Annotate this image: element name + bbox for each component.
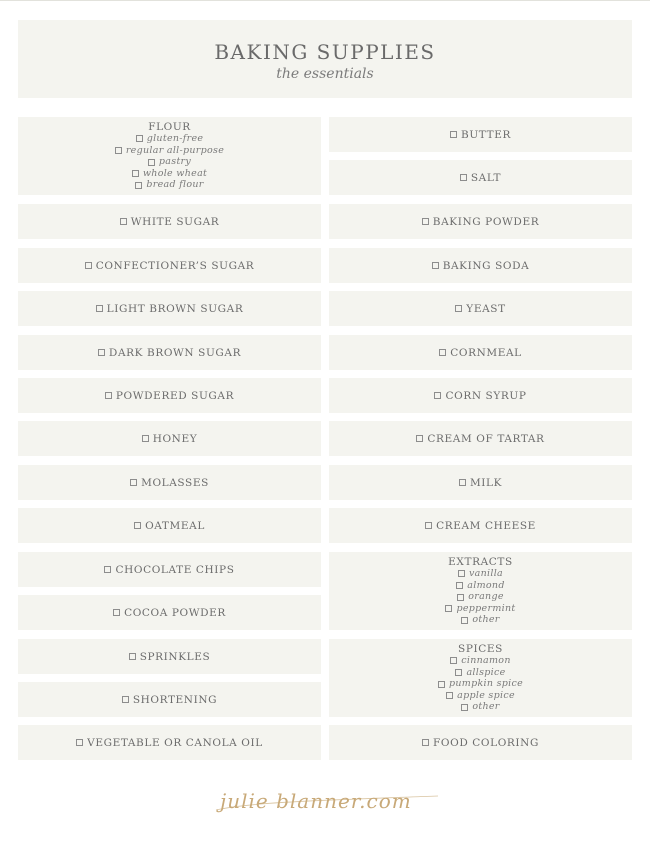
checkbox[interactable] [416, 435, 423, 442]
item-label: SALT [470, 171, 502, 184]
header-panel [18, 20, 632, 98]
checkbox[interactable] [456, 582, 463, 589]
checklist-cell [329, 291, 632, 326]
checkbox[interactable] [425, 522, 432, 529]
item-label: COCOA POWDER [124, 606, 226, 619]
checklist-item[interactable] [134, 520, 205, 532]
item-label: LIGHT BROWN SUGAR [106, 302, 244, 315]
item-label: HONEY [152, 432, 198, 445]
checkbox[interactable] [457, 594, 464, 601]
checkbox[interactable] [422, 218, 429, 225]
item-label: almond [467, 579, 505, 591]
item-label: FOOD COLORING [433, 736, 539, 749]
item-label: BAKING SODA [442, 259, 530, 272]
checklist-item[interactable] [96, 303, 244, 315]
checkbox[interactable] [135, 182, 142, 189]
checklist-item[interactable] [446, 690, 515, 702]
item-label: MILK [469, 476, 503, 489]
checklist-item[interactable] [439, 347, 522, 359]
checklist-item[interactable] [458, 568, 503, 580]
signature-text: julie blanner.com [220, 789, 412, 813]
checkbox[interactable] [129, 653, 136, 660]
checkbox[interactable] [434, 392, 441, 399]
checkbox[interactable] [96, 305, 103, 312]
checkbox[interactable] [104, 566, 111, 573]
checklist-item[interactable] [459, 477, 502, 489]
item-label: pumpkin spice [448, 678, 524, 690]
item-label: pastry [158, 156, 192, 168]
item-label: SPRINKLES [139, 650, 211, 663]
item-label: whole wheat [142, 167, 208, 179]
checklist-cell [329, 508, 632, 543]
checkbox[interactable] [459, 479, 466, 486]
signature-logo [210, 780, 442, 824]
checklist-item[interactable] [135, 179, 203, 191]
checklist-item[interactable] [438, 678, 523, 690]
checkbox[interactable] [422, 739, 429, 746]
item-label: CREAM CHEESE [436, 519, 536, 532]
checkbox[interactable] [130, 479, 137, 486]
checklist-item[interactable] [425, 520, 536, 532]
item-label: CONFECTIONER’S SUGAR [95, 259, 255, 272]
checklist-item[interactable] [105, 390, 234, 402]
checklist-item[interactable] [455, 303, 505, 315]
checklist-item[interactable] [130, 477, 209, 489]
checkbox[interactable] [98, 349, 105, 356]
checklist-cell [329, 160, 632, 195]
item-label: WHITE SUGAR [130, 215, 220, 228]
checklist-item[interactable] [148, 156, 191, 168]
checklist-item[interactable] [457, 591, 504, 603]
item-label: OATMEAL [145, 519, 205, 532]
item-label: other [472, 614, 500, 626]
checklist-item[interactable] [455, 667, 505, 679]
item-label: POWDERED SUGAR [115, 389, 235, 402]
checklist-cell [329, 204, 632, 239]
item-label: BUTTER [461, 128, 511, 141]
checklist-item[interactable] [450, 129, 511, 141]
checklist-cell [18, 725, 321, 760]
checkbox[interactable] [446, 692, 453, 699]
checkbox[interactable] [115, 147, 122, 154]
checklist-item[interactable] [416, 433, 544, 445]
checklist-cell [18, 378, 321, 413]
checkbox[interactable] [445, 605, 452, 612]
checklist-item[interactable] [132, 168, 207, 180]
checkbox[interactable] [132, 170, 139, 177]
spices-group [329, 639, 632, 717]
flour-group [18, 117, 321, 195]
checklist-item[interactable] [460, 172, 501, 184]
checklist-item[interactable] [136, 133, 204, 145]
checkbox[interactable] [458, 570, 465, 577]
checkbox[interactable] [461, 704, 468, 711]
item-label: CORN SYRUP [445, 389, 527, 402]
checklist-item[interactable] [461, 614, 499, 626]
checklist-cell [329, 725, 632, 760]
checkbox[interactable] [455, 669, 462, 676]
checklist-item[interactable] [120, 216, 220, 228]
checklist-cell [329, 117, 632, 152]
checkbox[interactable] [76, 739, 83, 746]
checklist-cell [18, 465, 321, 500]
checkbox[interactable] [142, 435, 149, 442]
checklist-cell [18, 248, 321, 283]
checklist-item[interactable] [142, 433, 198, 445]
checkbox[interactable] [85, 262, 92, 269]
checklist-item[interactable] [422, 737, 539, 749]
signature-svg [210, 780, 442, 824]
item-label: CREAM OF TARTAR [427, 432, 545, 445]
checklist-item[interactable] [129, 651, 211, 663]
checkbox[interactable] [148, 159, 155, 166]
checkbox[interactable] [432, 262, 439, 269]
checklist-item[interactable] [461, 701, 499, 713]
checklist-cell [329, 378, 632, 413]
item-label: gluten-free [146, 133, 204, 145]
item-label: CHOCOLATE CHIPS [115, 563, 235, 576]
item-label: SHORTENING [132, 693, 218, 706]
item-label: allspice [466, 666, 506, 678]
checkbox[interactable] [113, 609, 120, 616]
checklist-cell [329, 248, 632, 283]
checklist-cell [18, 421, 321, 456]
item-label: VEGETABLE OR CANOLA OIL [87, 736, 263, 749]
checklist-item[interactable] [432, 260, 530, 272]
checkbox[interactable] [460, 174, 467, 181]
extracts-title: EXTRACTS [448, 556, 513, 569]
item-label: DARK BROWN SUGAR [108, 346, 242, 359]
checklist-item[interactable] [115, 145, 224, 157]
flour-title: FLOUR [148, 121, 191, 134]
checklist-item[interactable] [122, 694, 217, 706]
checkbox[interactable] [438, 681, 445, 688]
checklist-item[interactable] [76, 737, 263, 749]
checklist-item[interactable] [85, 260, 255, 272]
checklist-cell [18, 595, 321, 630]
checkbox[interactable] [450, 657, 457, 664]
item-label: bread flour [146, 179, 204, 191]
checkbox[interactable] [461, 617, 468, 624]
item-label: apple spice [457, 689, 515, 701]
item-label: cinnamon [461, 655, 511, 667]
item-label: YEAST [466, 302, 506, 315]
top-divider [0, 0, 650, 1]
item-label: other [472, 701, 500, 713]
item-label: peppermint [456, 602, 516, 614]
checklist-cell [18, 639, 321, 674]
checkbox[interactable] [439, 349, 446, 356]
spices-title: SPICES [458, 643, 503, 656]
item-label: MOLASSES [141, 476, 209, 489]
checkbox[interactable] [455, 305, 462, 312]
page-subtitle: the essentials [276, 66, 374, 82]
checklist-item[interactable] [445, 603, 515, 615]
checklist-cell [18, 682, 321, 717]
checklist-item[interactable] [98, 347, 241, 359]
checklist-item[interactable] [422, 216, 539, 228]
checklist-cell [329, 335, 632, 370]
item-label: orange [468, 591, 504, 603]
checklist-cell [18, 508, 321, 543]
item-label: CORNMEAL [450, 346, 522, 359]
checklist-cell [18, 204, 321, 239]
checklist-cell [329, 465, 632, 500]
checkbox[interactable] [450, 131, 457, 138]
checklist-item[interactable] [104, 564, 234, 576]
checkbox[interactable] [134, 522, 141, 529]
extracts-group [329, 552, 632, 630]
item-label: BAKING POWDER [432, 215, 540, 228]
item-label: vanilla [468, 568, 504, 580]
page-title: BAKING SUPPLIES [214, 40, 436, 64]
checkbox[interactable] [122, 696, 129, 703]
checkbox[interactable] [105, 392, 112, 399]
checklist-item[interactable] [113, 607, 226, 619]
checklist-item[interactable] [434, 390, 526, 402]
checklist-item[interactable] [456, 580, 504, 592]
checklist-item[interactable] [450, 655, 511, 667]
checkbox[interactable] [136, 135, 143, 142]
checklist-cell [18, 335, 321, 370]
item-label: regular all-purpose [125, 144, 225, 156]
checklist-cell [18, 552, 321, 587]
checklist-cell [18, 291, 321, 326]
checkbox[interactable] [120, 218, 127, 225]
checklist-cell [329, 421, 632, 456]
